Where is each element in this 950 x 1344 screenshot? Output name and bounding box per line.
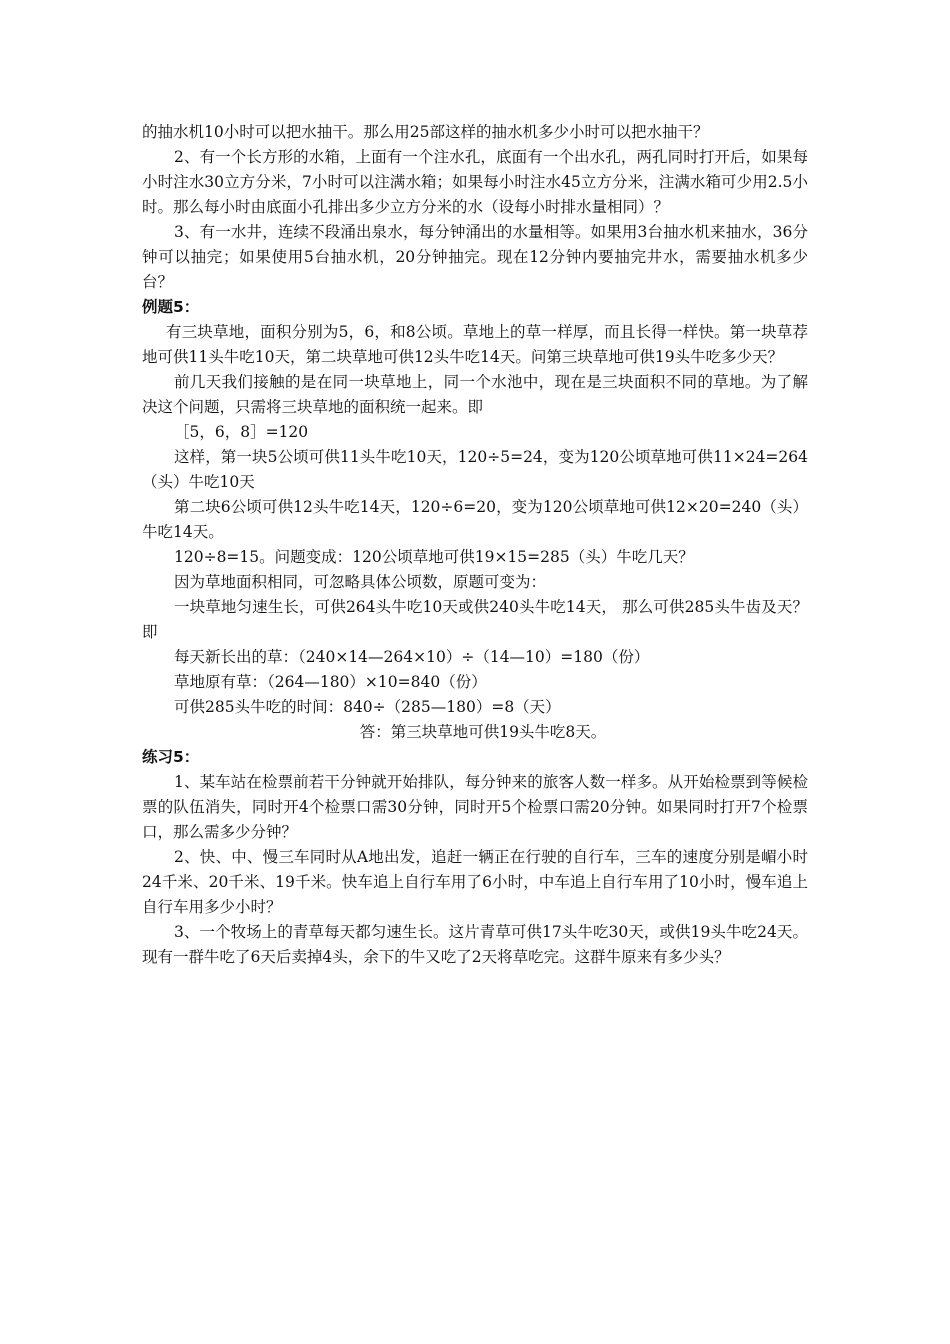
example-5-step-4: 因为草地面积相同，可忽略具体公顷数，原题可变为： xyxy=(174,573,547,591)
continuation-text: 的抽水机10小时可以把水抽干。那么用25部这样的抽水机多少小时可以把水抽干？ xyxy=(142,123,709,141)
exercise-5-heading: 练习5： xyxy=(142,748,200,766)
exercise-5-question-1: 1、某车站在检票前若干分钟就开始排队，每分钟来的旅客人数一样多。从开始检票到等候检票的队伍消失，同时开4个检票口需30分钟，同时开5个检票口需20分钟。如果同时打开7个检票口，那么需多少分钟？ xyxy=(142,773,808,841)
example-5-step-3: 120÷8=15。问题变成：120公顷草地可供19×15=285（头）牛吃几天？ xyxy=(174,548,694,566)
example-5-heading: 例题5： xyxy=(142,298,200,316)
example-5-calc-1: 每天新长出的草：（240×14—264×10）÷（14—10）=180（份） xyxy=(174,648,650,666)
example-5-calc-2: 草地原有草：（264—180）×10=840（份） xyxy=(174,673,487,691)
practice-question-3: 3、有一水井，连续不段涌出泉水，每分钟涌出的水量相等。如果用3台抽水机来抽水，36分钟可以抽完；如果使用5台抽水机，20分钟抽完。现在12分钟内要抽完井水，需要抽水机多少台？ xyxy=(142,223,808,291)
example-5-step-2: 第二块6公顷可供12头牛吃14天，120÷6=20，变为120公顷草地可供12×20=240（头）牛吃14天。 xyxy=(142,498,808,541)
example-5-answer: 答：第三块草地可供19头牛吃8天。 xyxy=(359,723,607,741)
example-5-step-5: 一块草地匀速生长，可供264头牛吃10天或供240头牛吃14天， 那么可供285头牛齿及天？即 xyxy=(142,598,808,641)
example-5-calc-3: 可供285头牛吃的时间：840÷（285—180）=8（天） xyxy=(174,698,561,716)
exercise-5-question-3: 3、一个牧场上的青草每天都匀速生长。这片青草可供17头牛吃30天，或供19头牛吃24天。现有一群牛吃了6天后卖掉4头，余下的牛又吃了2天将草吃完。这群牛原来有多少头？ xyxy=(142,923,808,966)
example-5-step-1: 这样，第一块5公顷可供11头牛吃10天，120÷5=24，变为120公顷草地可供11×24=264（头）牛吃10天 xyxy=(142,448,808,491)
example-5-intro: 前几天我们接触的是在同一块草地上，同一个水池中，现在是三块面积不同的草地。为了解决这个问题，只需将三块草地的面积统一起来。即 xyxy=(142,373,808,416)
exercise-5-question-2: 2、快、中、慢三车同时从A地出发，追赶一辆正在行驶的自行车，三车的速度分别是嵋小时24千米、20千米、19千米。快车追上自行车用了6小时，中车追上自行车用了10小时，慢车追上自行车用多少小时？ xyxy=(142,848,808,916)
example-5-lcm: ［5，6，8］=120 xyxy=(174,423,309,441)
example-5-problem: 有三块草地，面积分别为5，6，和8公顷。草地上的草一样厚，而且长得一样快。第一块草荐地可供11头牛吃10天，第二块草地可供12头牛吃14天。问第三块草地可供19头牛吃多少天？ xyxy=(142,323,808,366)
practice-question-2: 2、有一个长方形的水箱，上面有一个注水孔，底面有一个出水孔，两孔同时打开后，如果每小时注水30立方分米，7小时可以注满水箱；如果每小时注水45立方分米，注满水箱可少用2.5小时。那么每小时由底面小孔排出多少立方分米的水（设每小时排水量相同）？ xyxy=(142,148,808,216)
